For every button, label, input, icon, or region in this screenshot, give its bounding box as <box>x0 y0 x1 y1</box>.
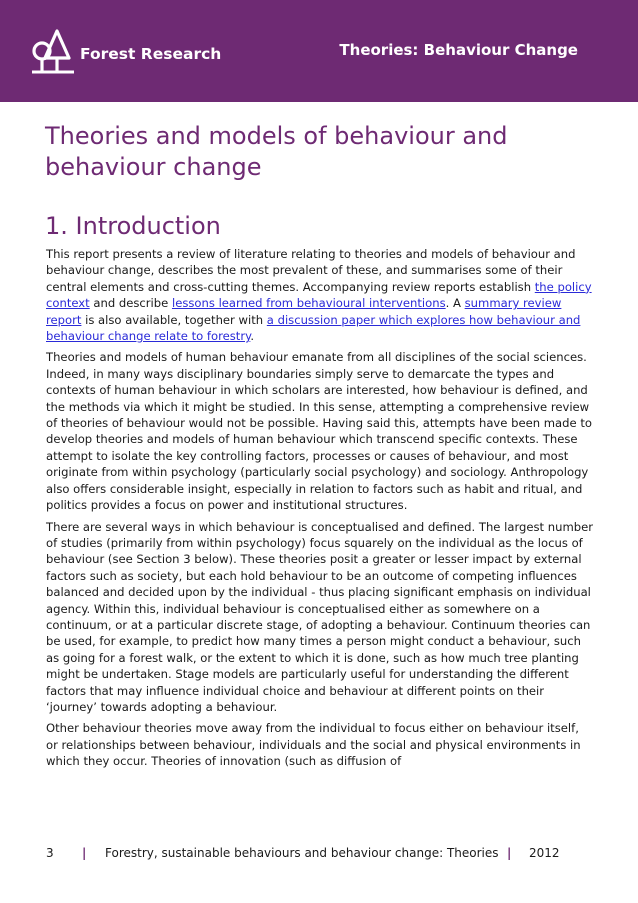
forest-research-tree-logo-icon <box>30 28 78 78</box>
logo-text: Forest Research <box>80 45 222 63</box>
policy-context-link[interactable]: the policy context <box>46 279 592 311</box>
section-heading: 1. Introduction <box>45 212 221 240</box>
page-title: Theories and models of behaviour and behaviour change <box>45 122 508 181</box>
paragraph-1-text-1: This report presents a review of literature relating to theories and models of behaviour and behaviour change, describes the most prevalent of these, and summarises some of their central elements and cross-cutting themes. Accompanying review reports establish <box>46 247 576 294</box>
paragraph-1-text-2: and describe <box>89 296 172 311</box>
forest-research-logo[interactable] <box>30 28 250 78</box>
paragraph-1-text-3: . A <box>445 296 465 311</box>
lessons-learned-link[interactable]: lessons learned from behavioural interventions <box>171 296 446 311</box>
paragraph-1 <box>46 246 594 344</box>
header-banner <box>0 0 638 102</box>
footer-separator-left: | <box>82 846 87 860</box>
paragraph-2: Theories and models of human behaviour emanate from all disciplines of the social sciences. Indeed, in many ways disciplinary boundaries simply serve to demarcate the types and contexts of human behaviour in which scholars are interested, how behaviour is defined, and the methods via which it might be studied. In this sense, attempting a comprehensive review of theories of behaviour would not be possible. Having said this, attempts have been made to develop theories and models of human behaviour which transcend specific contexts. These attempt to isolate the key controlling factors, processes or causes of behaviour, and most originate from within psychology (particularly social psychology) and sociology. Anthropology also offers considerable insight, especially in relation to factors such as habit and ritual, and politics provides a focus on power and institutional structures. <box>46 350 592 513</box>
paragraph-1-text-4: is also available, together with <box>81 312 267 327</box>
summary-review-report-link[interactable]: summary review report <box>46 296 562 327</box>
header-document-title: Theories: Behaviour Change <box>339 41 578 59</box>
discussion-paper-link[interactable]: a discussion paper which explores how behaviour and behaviour change relate to forestry <box>46 312 581 344</box>
footer-document-title: Forestry, sustainable behaviours and behaviour change: Theories <box>105 846 499 860</box>
footer-year: 2012 <box>529 846 560 860</box>
page-footer <box>46 846 586 866</box>
paragraph-4: Other behaviour theories move away from the individual to focus either on behaviour itself, or relationships between behaviour, individuals and the social and physical environments in which they occur. Theories of innovation (such as diffusion of <box>46 721 581 769</box>
page-number: 3 <box>46 846 54 860</box>
paragraph-3: There are several ways in which behaviour is conceptualised and defined. The largest number of studies (primarily from within psychology) focus squarely on the individual as the locus of behaviour (see Section 3 below). These theories posit a greater or lesser impact by external factors such as society, but each hold behaviour to be an outcome of competing influences balanced and decided upon by the individual - thus placing significant emphasis on individual agency. Within this, individual behaviour is conceptualised either as somewhere on a continuum, or at a particular discrete stage, of adopting a behaviour. Continuum theories can be used, for example, to predict how many times a person might conduct a behaviour, such as going for a forest walk, or the extent to which it is done, such as how much tree planting might be undertaken. Stage models are particularly useful for understanding the different factors that may influence individual choice and behaviour at different points on their ‘journey’ towards adopting a behaviour. <box>46 519 594 714</box>
paragraph-1-text-5: . <box>250 329 254 344</box>
body-text <box>46 246 594 775</box>
footer-separator-right: | <box>507 846 512 860</box>
